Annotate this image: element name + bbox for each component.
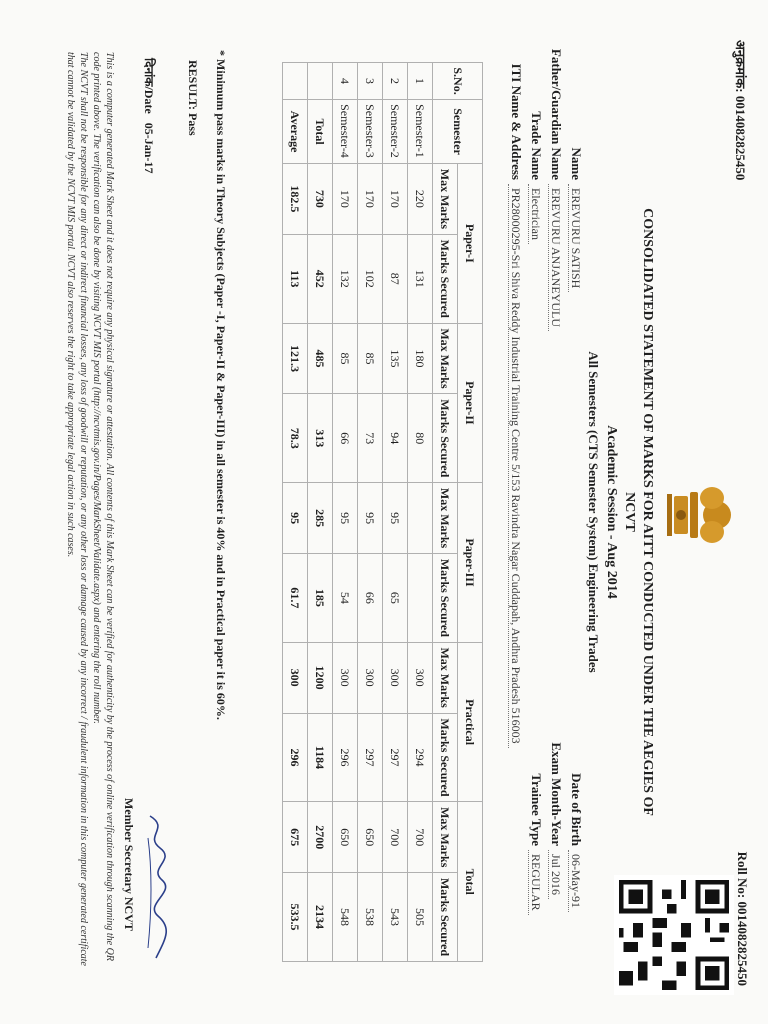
trainee-type-row: Trainee Type REGULAR	[527, 750, 545, 915]
col-marks-secured: Marks Secured	[433, 713, 458, 802]
col-paper3: Paper-III	[458, 483, 483, 643]
disclaimer: This is a computer generated Mark Sheet and it does not require any physical signature or attestation. All contents of this Mark Sheet can be verified for authenticity by the process of online verification through scanning the QR code printed above. The verification can also be done by visiting NCVT MIS portal (http://ncvtmis.gov.in/Pages/MarkSheet/Validate.aspx) and entering the roll number. The NCVT shall not be responsible for any direct or indirect financial losses, any loss of goodwill or reputation, or any other loss or damage caused by any incorrect / fraudulent information in this computer generated certificate that cannot be validated by the NCVT MIS portal. NCVT also reserves the right to take appropriate legal action in such cases.	[65, 52, 115, 966]
qr-code-icon	[614, 875, 734, 995]
table-row: 4 Semester-4 170 132 85 66 95 54 300 296 650 548	[333, 63, 358, 962]
col-max-marks: Max Marks	[433, 483, 458, 554]
issue-date: दिनांक/Date 05-Jan-17	[142, 58, 156, 174]
col-marks-secured: Marks Secured	[433, 234, 458, 323]
col-marks-secured: Marks Secured	[433, 394, 458, 483]
col-paper2: Paper-II	[458, 323, 483, 483]
average-row: Average 182.5 113 121.3 78.3 95 61.7 300 296 675 533.5	[283, 63, 308, 962]
col-sno: S.No.	[433, 63, 483, 100]
total-row: Total 730 452 485 313 285 185 1200 1184 2700 2134	[308, 63, 333, 962]
col-marks-secured: Marks Secured	[433, 553, 458, 642]
serial-number: अनुक्रमांक: 0014082825450	[733, 40, 748, 181]
trade-name-row: Trade Name Electrician	[527, 60, 545, 244]
table-row: 3 Semester-3 170 102 85 73 95 66 300 297 650 538	[358, 63, 383, 962]
dob-row: Date of Birth 06-May-91	[567, 750, 585, 912]
marks-table	[282, 62, 483, 962]
col-max-marks: Max Marks	[433, 323, 458, 394]
pass-criteria-note: * Minimum pass marks in Theory Subjects (Paper -I, Paper-II & Paper-III) in all semester is 40% and in Practical paper it is 60%.	[214, 50, 228, 720]
col-marks-secured: Marks Secured	[433, 873, 458, 962]
col-semester: Semester	[433, 100, 483, 164]
col-paper1: Paper-I	[458, 164, 483, 324]
result-status: RESULT: Pass	[186, 60, 200, 136]
table-row: 1 Semester-1 220 131 180 80 300 294 700 505	[408, 63, 433, 962]
iti-address-row: ITI Name & Address PR28000295-Sri Shiva Reddy Industrial Training Centre 5/153 Ravindra Nagar Cuddapah, Andhra Pradesh 516003	[507, 28, 525, 748]
national-emblem-icon	[662, 480, 742, 550]
col-max-marks: Max Marks	[433, 642, 458, 713]
signature-icon	[138, 808, 178, 968]
col-max-marks: Max Marks	[433, 802, 458, 873]
col-total: Total	[458, 802, 483, 962]
document-title: CONSOLIDATED STATEMENT OF MARKS FOR AITT CONDUCTED UNDER THE AEGIES OF NCVT Academic Session - Aug 2014 All Semesters (CTS Semester System) Engineering Trades	[586, 208, 655, 816]
exam-month-row: Exam Month-Year Jul 2016	[547, 740, 565, 899]
col-max-marks: Max Marks	[433, 164, 458, 235]
table-row: 2 Semester-2 170 87 135 94 95 65 300 297 700 543	[383, 63, 408, 962]
roll-number: Roll No: 0014082825450	[735, 851, 750, 986]
guardian-name-row: Father/Guardian Name EREVURU ANJANEYULU	[547, 28, 565, 331]
signatory-title: Member Secretary NCVT	[122, 798, 136, 931]
candidate-name-row: Name EREVURU SATISH	[567, 60, 585, 292]
col-practical: Practical	[458, 642, 483, 802]
